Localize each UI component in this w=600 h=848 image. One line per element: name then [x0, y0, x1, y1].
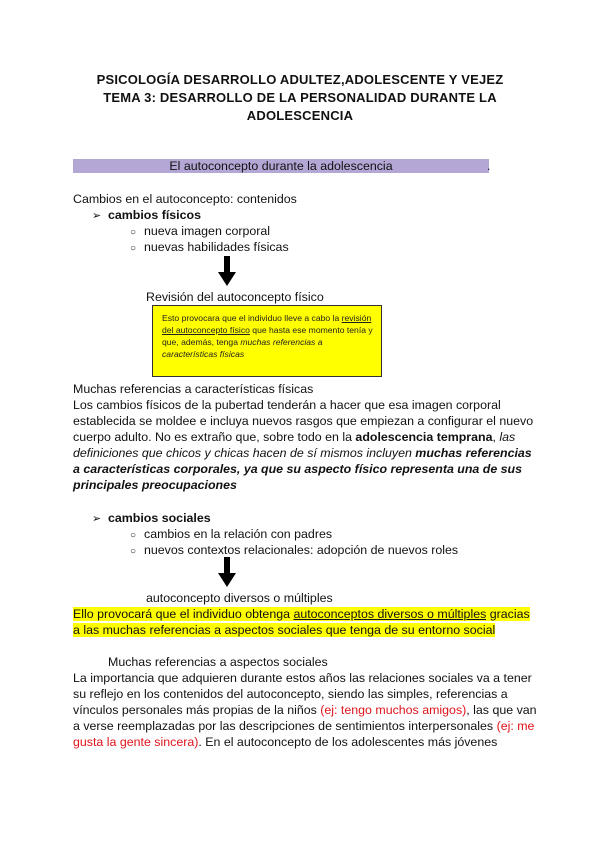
- hollow-circle-bullet-icon: ○: [130, 530, 137, 541]
- hollow-circle-bullet-icon: ○: [130, 546, 137, 557]
- paragraph-line: a características corporales, ya que su aspecto físico representa una de sus: [73, 462, 523, 476]
- doc-title-line2: TEMA 3: DESARROLLO DE LA PERSONALIDAD DURANTE LA: [103, 90, 497, 105]
- down-arrow-icon: [218, 557, 236, 587]
- list-item-text: nuevas habilidades físicas: [144, 240, 289, 254]
- list-item: [130, 239, 289, 257]
- arrowhead-bullet-icon: ➢: [92, 513, 102, 525]
- paragraph-line: vínculos personales más propias de la niños (ej: tengo muchos amigos), las que van: [73, 703, 537, 717]
- paragraph-line: Los cambios físicos de la pubertad tenderán a hacer que esa imagen corporal: [73, 398, 501, 412]
- section-heading: El autoconcepto durante la adolescencia: [169, 159, 393, 173]
- social-result: autoconcepto diversos o múltiples: [146, 591, 333, 605]
- doc-title-line3: ADOLESCENCIA: [246, 108, 354, 123]
- physical-changes-heading: cambios físicos: [108, 208, 201, 222]
- arrowhead-bullet-icon: ➢: [92, 210, 102, 222]
- paragraph-line: establecida se moldee e incluya nuevos rasgos que empiezan a configurar el nuevo: [73, 414, 534, 428]
- hollow-circle-bullet-icon: ○: [130, 243, 137, 254]
- section-heading-dot: .: [487, 159, 491, 173]
- doc-title-line1: PSICOLOGÍA DESARROLLO ADULTEZ,ADOLESCENTE Y VEJEZ: [96, 72, 504, 87]
- list-item-text: nueva imagen corporal: [144, 224, 271, 238]
- paragraph-line: definiciones que chicos y chicas hacen de sí mismos incluyen muchas referencias: [73, 446, 532, 460]
- social-refs-heading: Muchas referencias a aspectos sociales: [108, 655, 328, 669]
- physical-refs-heading: Muchas referencias a características físicas: [73, 382, 314, 396]
- paragraph-line: su reflejo en los contenidos del autoconcepto, siendo las simples, referencias a: [73, 687, 508, 701]
- highlighted-line: a las muchas referencias a aspectos sociales que tenga de su entorno social: [73, 623, 496, 637]
- bullet-social-changes: [92, 510, 211, 527]
- highlighted-line: Ello provocará que el individuo obtenga autoconceptos diversos o múltiples gracias: [73, 607, 530, 621]
- list-item-text: nuevos contextos relacionales: adopción de nuevos roles: [144, 543, 459, 557]
- intro-line: Cambios en el autoconcepto: contenidos: [73, 192, 297, 206]
- bullet-physical-changes: [92, 207, 201, 224]
- social-changes-heading: cambios sociales: [108, 511, 211, 525]
- physical-note-text: Esto provocara que el individuo lleve a cabo la revisión del autoconcepto físico que hasta ese momento tenía y que, además, tenga muchas referencias a características físicas: [162, 313, 373, 359]
- down-arrow-icon: [218, 256, 236, 286]
- list-item-text: cambios en la relación con padres: [144, 527, 333, 541]
- paragraph-line: cuerpo adulto. No es extraño que, sobre todo en la adolescencia temprana, las: [73, 430, 516, 444]
- physical-result: Revisión del autoconcepto físico: [146, 290, 324, 304]
- paragraph-line: La importancia que adquieren durante estos años las relaciones sociales va a tener: [73, 671, 532, 685]
- paragraph-line: a verse reemplazadas por las descripciones de sentimientos interpersonales (ej: me: [73, 719, 535, 733]
- paragraph-line: principales preocupaciones: [73, 478, 237, 492]
- physical-note-box: [152, 305, 382, 377]
- paragraph-line: gusta la gente sincera). En el autoconcepto de los adolescentes más jóvenes: [73, 735, 498, 749]
- list-item: [130, 542, 458, 560]
- hollow-circle-bullet-icon: ○: [130, 227, 137, 238]
